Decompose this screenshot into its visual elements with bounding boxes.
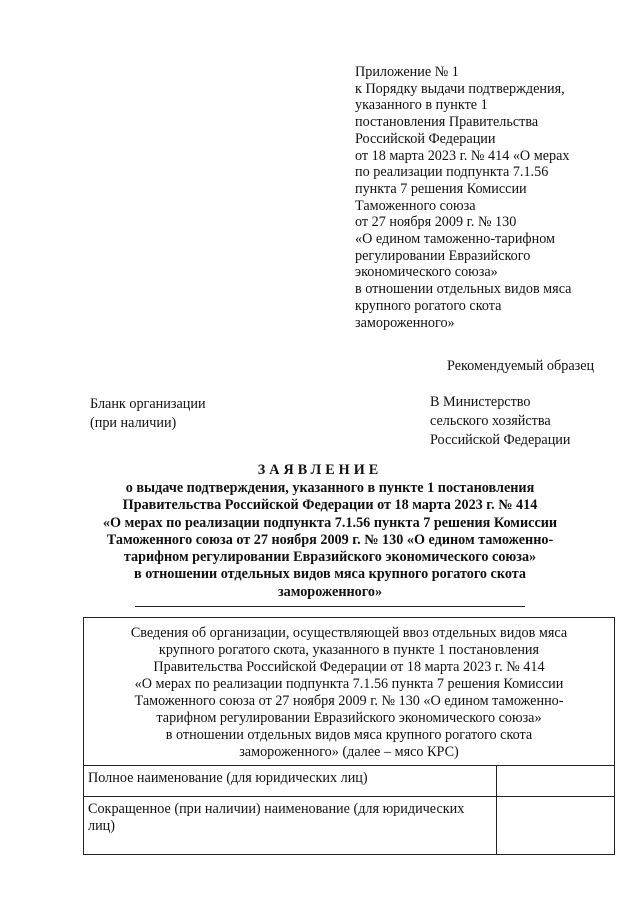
- appendix-line: «О едином таможенно-тарифном: [355, 231, 555, 248]
- subtitle-line: Таможенного союза от 27 ноября 2009 г. № 130 «О едином таможенно-: [106, 531, 554, 548]
- subtitle-line: тарифном регулировании Евразийского экономического союза»: [123, 549, 537, 566]
- appendix-line: постановления Правительства: [355, 114, 539, 131]
- subtitle-line: в отношении отдельных видов мяса крупного рогатого скота: [134, 566, 526, 583]
- header-line: Таможенного союза от 27 ноября 2009 г. № 130 «О едином таможенно-: [134, 693, 564, 709]
- row-value-short-name[interactable]: [497, 797, 615, 855]
- appendix-line: указанного в пункте 1: [355, 97, 488, 114]
- appendix-line: по реализации подпункта 7.1.56: [355, 164, 549, 181]
- addressee-line: В Министерство: [430, 394, 531, 410]
- appendix-block: [355, 64, 615, 331]
- addressee-line: сельского хозяйства: [430, 412, 551, 429]
- appendix-line: крупного рогатого скота: [355, 297, 502, 314]
- appendix-line: замороженного»: [355, 314, 455, 331]
- appendix-line: от 27 ноября 2009 г. № 130: [355, 214, 517, 231]
- subtitle-line: «О мерах по реализации подпункта 7.1.56 пункта 7 решения Комиссии: [102, 514, 558, 531]
- header-line: Правительства Российской Федерации от 18 марта 2023 г. № 414: [153, 659, 545, 675]
- recommended-sample-label: Рекомендуемый образец: [447, 358, 595, 374]
- table-row: [84, 797, 615, 855]
- subtitle-line: о выдаче подтверждения, указанного в пункте 1 постановления: [125, 480, 535, 496]
- letterhead-line: Бланк организации: [90, 396, 206, 412]
- header-line: тарифном регулировании Евразийского экономического союза»: [156, 710, 542, 726]
- row-label-full-name: Полное наименование (для юридических лиц): [84, 766, 497, 797]
- row-label-short-name: Сокращенное (при наличии) наименование (для юридических лиц): [84, 797, 497, 855]
- subtitle-line: замороженного»: [277, 583, 383, 600]
- appendix-line: в отношении отдельных видов мяса: [355, 281, 572, 298]
- appendix-line: регулировании Евразийского: [355, 247, 531, 264]
- header-line: Сведения об организации, осуществляющей ввоз отдельных видов мяса: [130, 625, 568, 641]
- title-divider: [135, 606, 525, 607]
- appendix-line: Российской Федерации: [355, 130, 496, 147]
- appendix-line: экономического союза»: [355, 264, 498, 281]
- addressee-block: [430, 393, 570, 449]
- row-value-full-name[interactable]: [497, 766, 615, 797]
- appendix-line: пункта 7 решения Комиссии: [355, 180, 527, 197]
- header-line: «О мерах по реализации подпункта 7.1.56 пункта 7 решения Комиссии: [134, 676, 564, 692]
- header-line: крупного рогатого скота, указанного в пункте 1 постановления: [158, 642, 540, 658]
- table-header-cell: [84, 618, 615, 766]
- appendix-line: Приложение № 1: [355, 64, 459, 80]
- subtitle-line: Правительства Российской Федерации от 18 марта 2023 г. № 414: [122, 497, 538, 514]
- document-title: ЗАЯВЛЕНИЕ: [257, 462, 383, 478]
- appendix-line: Таможенного союза: [355, 197, 476, 214]
- appendix-line: к Порядку выдачи подтверждения,: [355, 80, 565, 97]
- organization-letterhead-note: [90, 395, 206, 432]
- appendix-line: от 18 марта 2023 г. № 414 «О мерах: [355, 147, 570, 164]
- header-line: в отношении отдельных видов мяса крупного рогатого скота: [165, 727, 533, 743]
- header-line: замороженного» (далее – мясо КРС): [239, 744, 459, 760]
- letterhead-line: (при наличии): [90, 414, 177, 431]
- document-subtitle: [70, 480, 590, 601]
- organization-info-table: [83, 617, 615, 855]
- addressee-line: Российской Федерации: [430, 431, 571, 448]
- table-header-row: [84, 618, 615, 766]
- table-row: [84, 766, 615, 797]
